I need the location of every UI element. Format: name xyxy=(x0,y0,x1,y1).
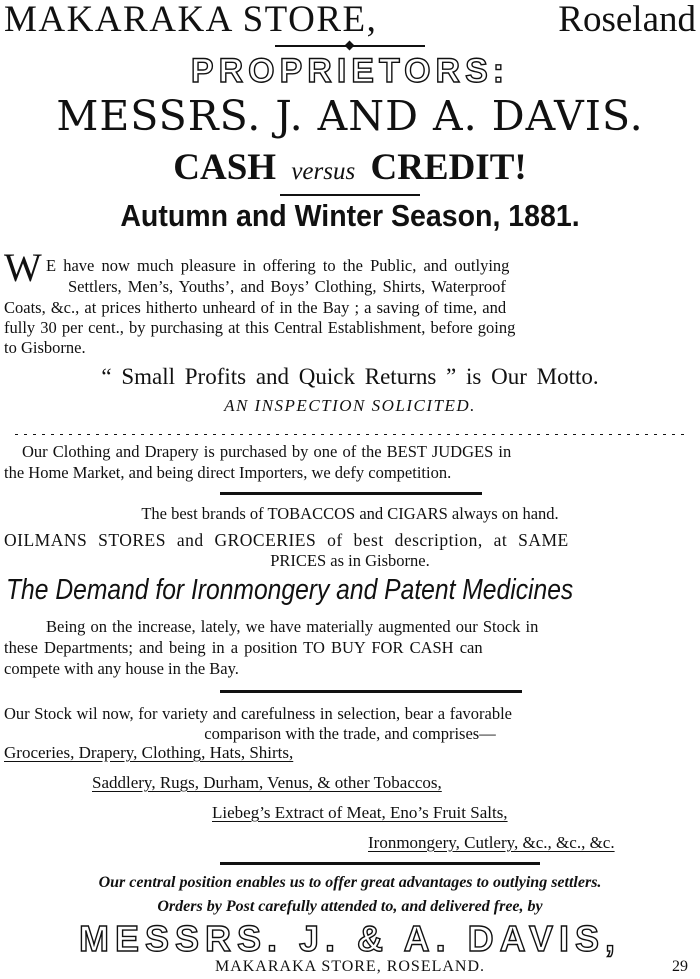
diamond-ornament xyxy=(345,41,355,51)
footer-line-1: Our central position enables us to offer great advantages to outlying settlers. xyxy=(98,874,602,891)
footer-address: MAKARAKA STORE, ROSELAND. xyxy=(214,958,486,975)
tobacco-line-3: PRICES as in Gisborne. xyxy=(270,551,430,570)
demand-line-2: these Departments; and being in a position TO BUY FOR CASH can xyxy=(4,638,483,657)
stock-item-groceries: Groceries, Drapery, Clothing, Hats, Shirts, xyxy=(4,743,294,762)
credit-word: CREDIT! xyxy=(370,147,527,188)
cash-versus-credit xyxy=(0,146,700,189)
drop-cap: W xyxy=(4,245,42,290)
stock-item-extracts: Liebeg’s Extract of Meat, Eno’s Fruit Salts, xyxy=(212,803,508,822)
demand-heading: The Demand for Ironmongery and Patent Medicines xyxy=(6,574,574,606)
stock-item-tobaccos: Saddlery, Rugs, Durham, Venus, & other Tobaccos, xyxy=(92,773,442,792)
stock-line-1: Our Stock wil now, for variety and carefulness in selection, bear a favorable xyxy=(4,704,512,723)
motto: “ Small Profits and Quick Returns ” is Our Motto. xyxy=(101,364,599,389)
cash-word: CASH xyxy=(173,147,277,188)
intro-line-4: fully 30 per cent., by purchasing at this Central Establishment, before going xyxy=(4,318,516,337)
page-number: 29 xyxy=(672,958,688,975)
proprietors-names: MESSRS. J. AND A. DAVIS. xyxy=(56,92,644,140)
stock-line-2: comparison with the trade, and comprises— xyxy=(204,724,496,743)
headline-rule xyxy=(280,194,420,196)
tobacco-line-1: The best brands of TOBACCOS and CIGARS always on hand. xyxy=(141,504,559,523)
store-name: MAKARAKA STORE, xyxy=(4,0,378,40)
versus-word: versus xyxy=(291,158,356,185)
intro-line-5: to Gisborne. xyxy=(4,338,86,357)
section-rule-1 xyxy=(15,434,685,435)
demand-line-1: Being on the increase, lately, we have materially augmented our Stock in xyxy=(46,617,539,636)
intro-line-1: E have now much pleasure in offering to the Public, and outlying xyxy=(46,256,510,275)
season-heading: Autumn and Winter Season, 1881. xyxy=(120,198,580,233)
footer-line-2: Orders by Post carefully attended to, and delivered free, by xyxy=(157,898,543,915)
tobacco-line-2: OILMANS STORES and GROCERIES of best description, at SAME xyxy=(4,530,569,550)
stock-item-ironmongery: Ironmongery, Cutlery, &c., &c., &c. xyxy=(368,833,615,852)
store-location: Roseland xyxy=(558,0,696,40)
clothing-line-2: the Home Market, and being direct Importers, we defy competition. xyxy=(4,463,452,482)
intro-line-3: Coats, &c., at prices hitherto unheard of in the Bay ; a saving of time, and xyxy=(4,298,507,317)
intro-line-2: Settlers, Men’s, Youths’, and Boys’ Clothing, Shirts, Waterproof xyxy=(68,277,506,296)
inspection-solicited: AN INSPECTION SOLICITED. xyxy=(224,396,476,415)
section-rule-3 xyxy=(220,690,522,693)
proprietors-label: PROPRIETORS: xyxy=(190,52,510,90)
demand-line-3: compete with any house in the Bay. xyxy=(4,659,239,678)
section-rule-4 xyxy=(220,862,540,865)
section-rule-2 xyxy=(220,492,482,495)
clothing-line-1: Our Clothing and Drapery is purchased by one of the BEST JUDGES in xyxy=(22,442,512,461)
footer-names: MESSRS. J. & A. DAVIS, xyxy=(78,918,622,959)
